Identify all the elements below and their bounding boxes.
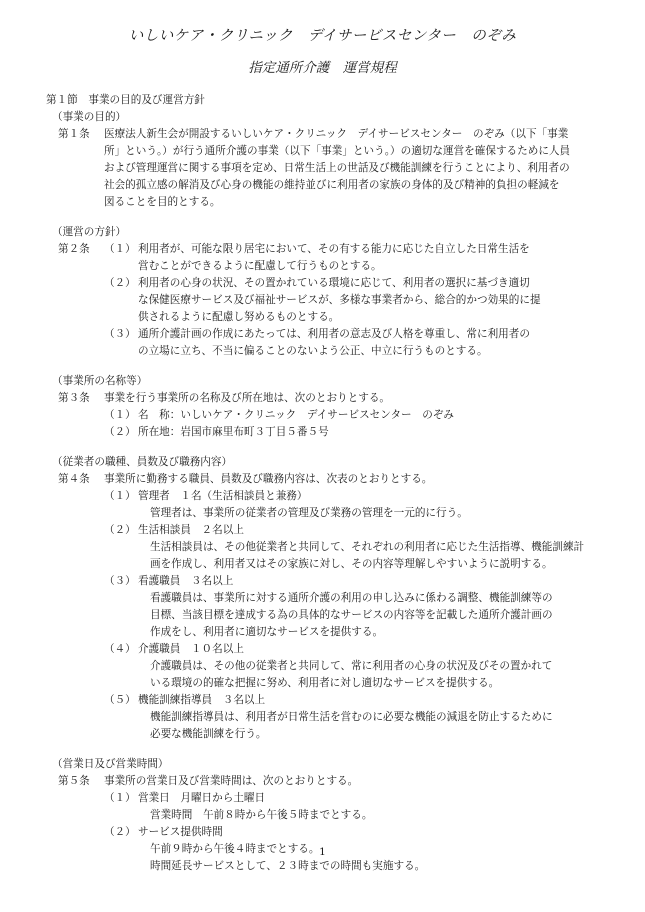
article-2-body [104,241,599,360]
article-2-item [104,326,599,360]
item-number: （１） [104,490,136,502]
article-4 [58,471,599,743]
document-subtitle: 指定通所介護 運営規程 [248,60,397,76]
article-1-line: 所」という。）が行う通所介護の事業（以下「事業」という。）の適切な運営を確保するために人員 [104,145,571,157]
item-text [138,573,599,641]
item-head: 管理者 １名（生活相談員と兼務） [138,490,308,502]
article-3-label: 第３条 [58,392,90,404]
item-line: 通所介護計画の作成にあたっては、利用者の意志及び人格を尊重し、常に利用者の [138,328,530,340]
article-4-item [104,488,599,522]
item-line: 営むことができるように配慮して行うものとする。 [138,260,382,272]
item-number: （４） [104,643,136,655]
item-text [138,241,599,275]
item-line: 作成をし、利用者に適切なサービスを提供する。 [150,626,384,638]
item-line: 午前９時から午後４時までとする。 [150,843,320,855]
item-text [138,522,599,573]
item-line: 時間延長サービスとして、２３時までの時間も実施する。 [150,860,426,872]
article-4-item [104,573,599,641]
item-detail [150,807,599,824]
article-1-line: 医療法人新生会が開設するいしいケア・クリニック デイサービスセンター のぞみ（以下「事業 [104,128,569,140]
item-line: 必要な機能訓練を行う。 [150,728,267,740]
article-5-label: 第５条 [58,775,90,787]
article-2-label: 第２条 [58,243,90,255]
article-3-item [104,407,599,424]
article-1-line: 社会的孤立感の解消及び心身の機能の維持並びに利用者の家族の身体的及び精神的負担の軽減を [104,179,560,191]
item-head: サービス提供時間 [138,826,223,838]
item-text: 所在地：岩国市麻里布町３丁目５番５号 [138,426,329,438]
item-line: 利用者の心身の状況、その置かれている環境に応じて、利用者の選択に基づき適切 [138,277,530,289]
document-title: いしいケア・クリニック デイサービスセンター のぞみ [128,28,517,44]
item-line: の立場に立ち、不当に偏ることのないよう公正、中立に行うものとする。 [138,345,488,357]
article-3 [58,390,599,441]
article-4-item [104,641,599,692]
article-4-label: 第４条 [58,473,90,485]
item-number: （３） [104,328,136,340]
article-3-intro: 事業を行う事業所の名称及び所在地は、次のとおりとする。 [104,392,391,404]
item-text [138,488,599,522]
item-line: 看護職員は、事業所に対する通所介護の利用の申し込みに係わる調整、機能訓練等の [150,592,553,604]
item-text [138,275,599,326]
article-1-label: 第１条 [58,128,90,140]
item-number: （３） [104,575,136,587]
item-line: 生活相談員は、その他従業者と共同して、それぞれの利用者に応じた生活指導、機能訓練計 [150,541,585,553]
article-5-item [104,790,599,824]
article-1 [58,126,599,211]
item-line: 機能訓練指導員は、利用者が日常生活を営むのに必要な機能の減退を防止するために [150,711,553,723]
item-line: な保健医療サービス及び福祉サービスが、多様な事業者から、総合的かつ効果的に提 [138,294,541,306]
item-number: （２） [104,426,136,438]
item-text [138,326,599,360]
item-head: 営業日 月曜日から土曜日 [138,792,266,804]
item-line: 管理者は、事業所の従業者の管理及び業務の管理を一元的に行う。 [150,507,468,519]
item-head: 介護職員 １０名以上 [138,643,244,655]
article-5-heading: （営業日及び営業時間） [52,758,169,770]
item-head: 看護職員 ３名以上 [138,575,234,587]
item-line: 利用者が、可能な限り居宅において、その有する能力に応じた自立した日常生活を [138,243,530,255]
item-number: （２） [104,277,136,289]
item-number: （２） [104,826,136,838]
item-line: いる環境の的確な把握に努め、利用者に対し適切なサービスを提供する。 [150,677,500,689]
item-line: 画を作成し、利用者又はその家族に対し、その内容等理解しやすいように説明する。 [150,558,553,570]
article-4-body [104,471,599,743]
article-4-heading: （従業者の職種、員数及び職務内容） [52,456,233,468]
item-number: （１） [104,409,136,421]
article-4-intro: 事業所に勤務する職員、員数及び職務内容は、次表のとおりとする。 [104,473,433,485]
item-detail [150,709,599,743]
item-number: （５） [104,694,136,706]
article-3-heading: （事業所の名称等） [52,375,148,387]
article-2-heading: （運営の方針） [52,226,127,238]
item-head: 機能訓練指導員 ３名以上 [138,694,266,706]
item-line: 供されるように配慮し努めるものとする。 [138,311,340,323]
article-4-item [104,522,599,573]
item-text [138,790,599,824]
article-3-item [104,424,599,441]
article-1-heading: （事業の目的） [52,111,127,123]
article-1-line: 図ることを目的とする。 [104,196,221,208]
section-title: 第１節 事業の目的及び運営方針 [46,94,205,106]
item-number: （２） [104,524,136,536]
article-3-body [104,390,599,441]
article-4-item [104,692,599,743]
item-number: （１） [104,792,136,804]
item-detail [150,658,599,692]
item-detail [150,539,599,573]
item-line: 目標、当該目標を達成する為の具体的なサービスの内容等を記載した通所介護計画の [150,609,553,621]
item-head: 生活相談員 ２名以上 [138,524,244,536]
article-2 [58,241,599,360]
item-text: 名 称：いしいケア・クリニック デイサービスセンター のぞみ [138,409,455,421]
item-detail [150,505,599,522]
item-number: （１） [104,243,136,255]
item-line: 介護職員は、その他の従業者と共同して、常に利用者の心身の状況及びその置かれて [150,660,553,672]
page-number: 1 [319,846,326,858]
article-2-item [104,241,599,275]
article-1-line: および管理運営に関する事項を定め、日常生活上の世話及び機能訓練を行うことにより、利用者の [104,162,570,174]
item-text [138,641,599,692]
item-line: 営業時間 午前８時から午後５時までとする。 [150,809,373,821]
item-detail [150,590,599,641]
item-text [138,692,599,743]
article-1-body [104,126,599,211]
article-2-item [104,275,599,326]
article-5-intro: 事業所の営業日及び営業時間は、次のとおりとする。 [104,775,359,787]
